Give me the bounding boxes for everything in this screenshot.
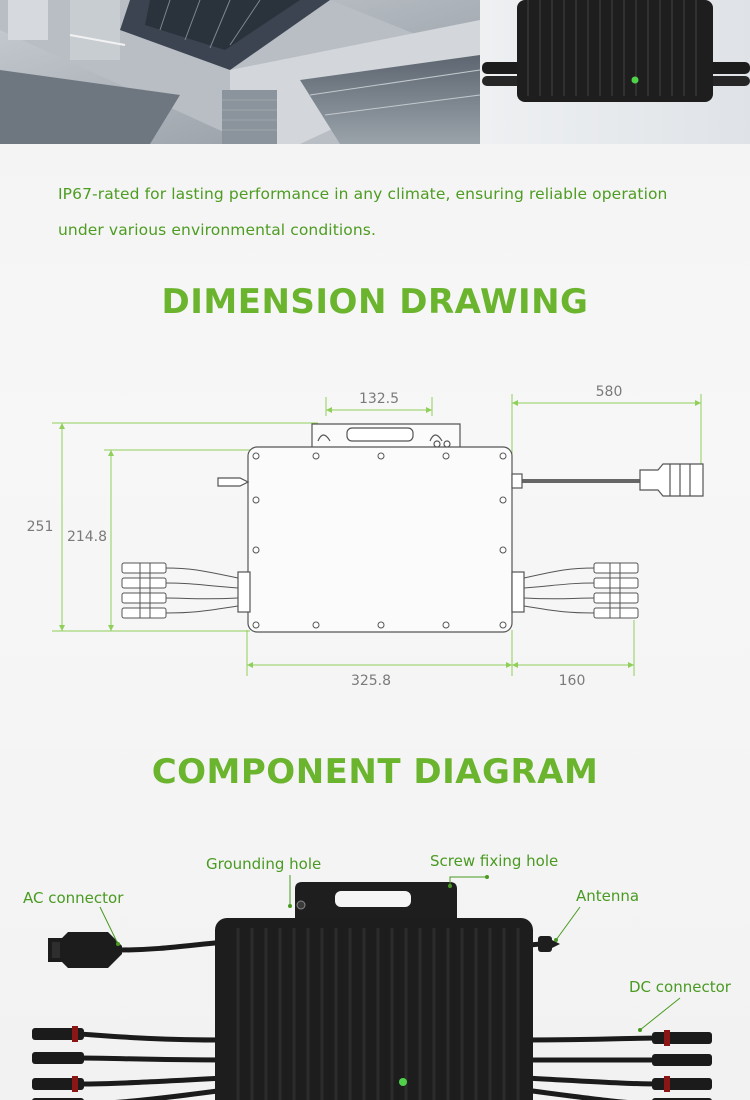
dc-cables-right (524, 563, 638, 618)
component-diagram-title: COMPONENT DIAGRAM (151, 752, 599, 792)
screw-fixing-hole-label: Screw fixing hole (430, 852, 559, 870)
dim-width-132-label: 132.5 (358, 391, 400, 407)
grounding-hole-label: Grounding hole (206, 855, 322, 873)
dim-height-214-label: 214.8 (66, 529, 108, 545)
bracket-slot (335, 891, 411, 907)
ac-connector-label: AC connector (23, 889, 124, 907)
grounding-hole-shape (297, 901, 305, 909)
intro-text: IP67-rated for lasting performance in any climate, ensuring reliable operation under various environmental conditions. (58, 184, 668, 239)
ac-connector-shape (48, 932, 122, 968)
house-photo (0, 0, 480, 144)
dimension-drawing (0, 380, 750, 710)
dc-cables-left (122, 563, 238, 618)
hero-image (0, 0, 750, 144)
heatsink-fins (238, 928, 518, 1100)
dimension-drawing-title: DIMENSION DRAWING (161, 282, 589, 322)
component-status-led-icon (399, 1078, 407, 1086)
dc-connectors-left (32, 1026, 84, 1100)
inverter-photo (480, 0, 750, 144)
dim-width-325-label: 325.8 (350, 673, 392, 689)
dim-width-580-label: 580 (595, 384, 623, 400)
dc-connector-label: DC connector (629, 978, 731, 996)
inverter-body (215, 918, 533, 1100)
status-led-icon (632, 77, 639, 84)
dim-height-251-label: 251 (26, 519, 54, 535)
antenna-label: Antenna (576, 887, 640, 905)
dc-connectors-right (652, 1030, 712, 1100)
dim-width-160-label: 160 (558, 673, 586, 689)
